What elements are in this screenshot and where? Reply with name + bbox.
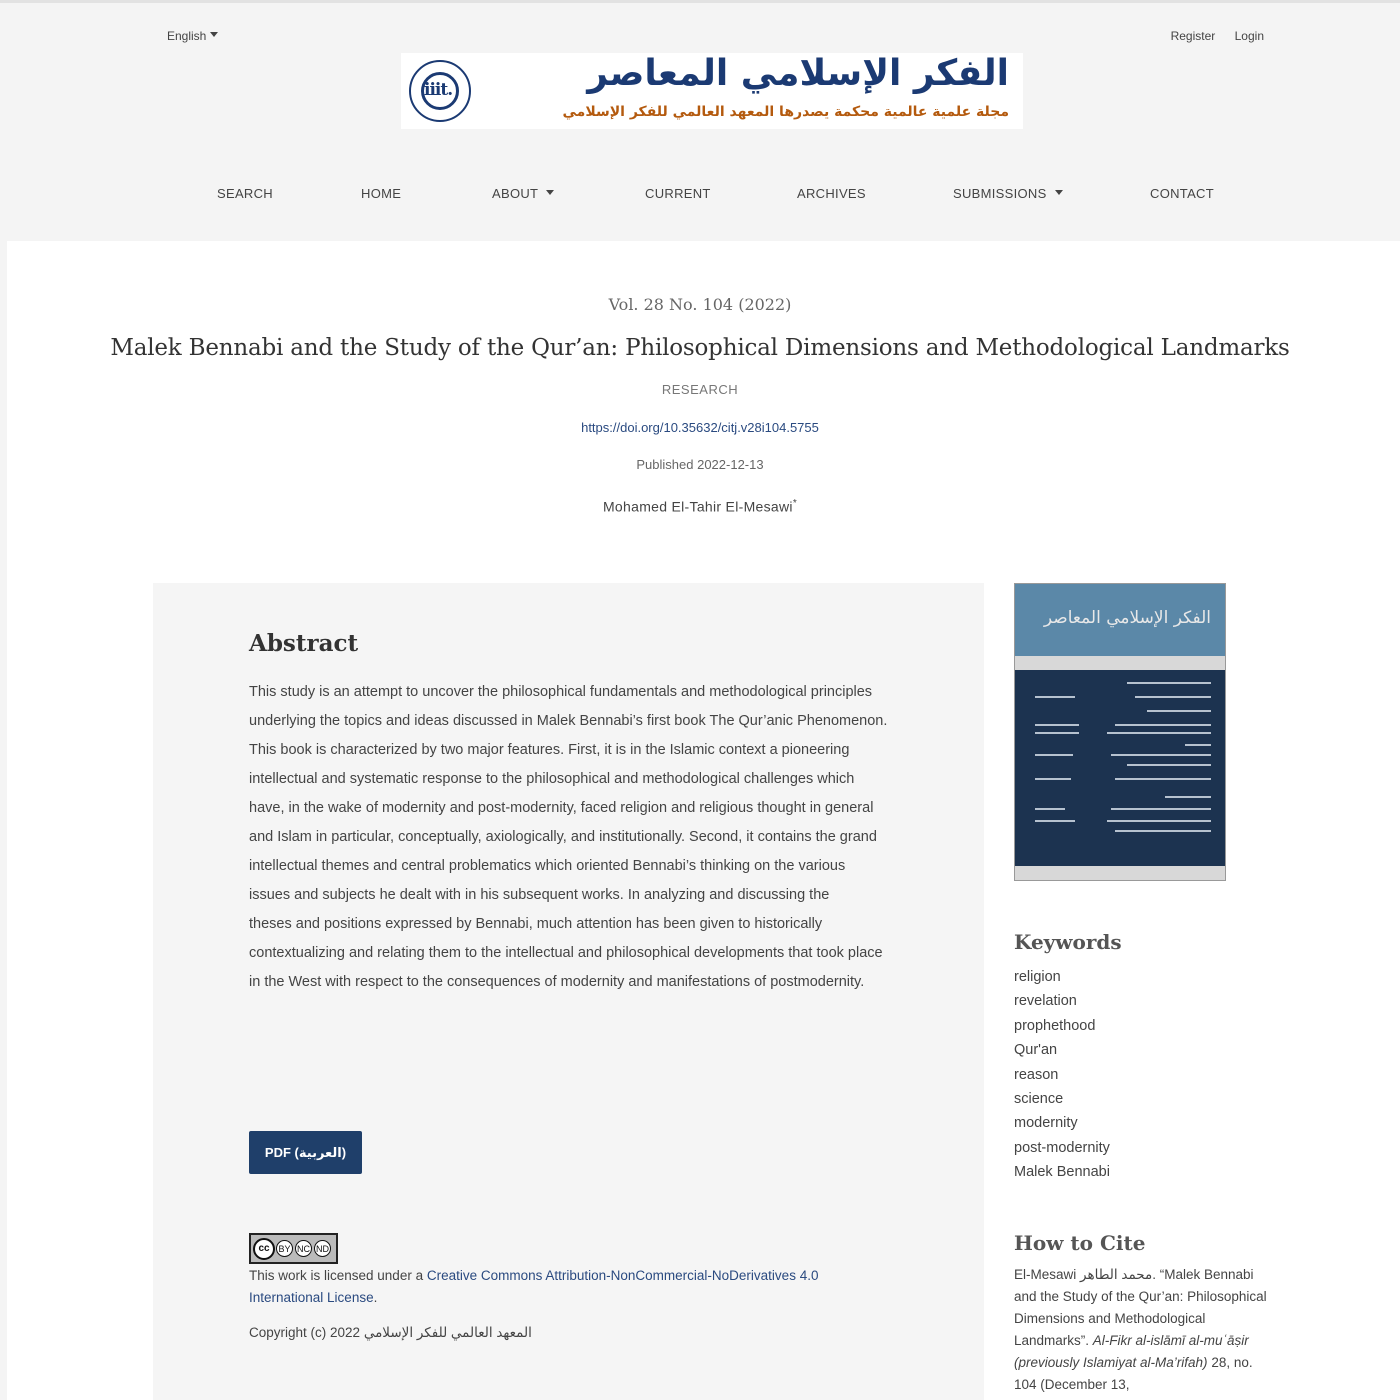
cover-line: [1127, 764, 1211, 766]
license-link[interactable]: Creative Commons Attribution-NonCommercial-NoDerivatives 4.0 International License: [249, 1268, 819, 1305]
author-name: [0, 498, 1400, 515]
nav-archives[interactable]: ARCHIVES: [797, 186, 866, 201]
issue-cover-image[interactable]: [1014, 583, 1226, 881]
cover-line: [1107, 732, 1211, 734]
nc-icon: NC: [295, 1240, 312, 1257]
nav-current[interactable]: CURRENT: [645, 186, 711, 201]
cover-line: [1035, 696, 1075, 698]
keyword-item: reason: [1014, 1066, 1059, 1083]
by-icon: BY: [276, 1240, 293, 1257]
site-header: [7, 3, 1400, 241]
nav-submissions[interactable]: [953, 186, 1063, 201]
citation-text: [1014, 1264, 1276, 1396]
cover-line: [1035, 778, 1071, 780]
nav-about[interactable]: [492, 186, 554, 201]
article-title: Malek Bennabi and the Study of the Qur’an: Philosophical Dimensions and Methodological Landmarks: [110, 335, 1290, 361]
institute-emblem-icon: [409, 60, 471, 122]
how-to-cite-heading: How to Cite: [1014, 1231, 1146, 1255]
abstract-heading: Abstract: [249, 630, 359, 657]
doi-link[interactable]: https://doi.org/10.35632/citj.v28i104.5755: [581, 420, 819, 435]
nav-about-label: ABOUT: [492, 186, 539, 201]
keyword-item: science: [1014, 1091, 1064, 1108]
keyword-item: Qur'an: [1014, 1042, 1058, 1059]
license-text: [249, 1265, 889, 1309]
nd-icon: ND: [314, 1240, 331, 1257]
cover-line: [1165, 796, 1211, 798]
cover-title: الفكر الإسلامي المعاصر: [1043, 608, 1211, 628]
pdf-download-button[interactable]: PDF (العربية): [249, 1131, 362, 1174]
cover-line: [1111, 808, 1211, 810]
cover-line: [1147, 710, 1211, 712]
license-suffix: .: [373, 1290, 378, 1305]
cc-icon: cc: [253, 1238, 275, 1260]
cover-line: [1035, 732, 1079, 734]
language-selector[interactable]: [167, 29, 218, 43]
abstract-paragraph: This study is an attempt to uncover the philosophical fundamentals and methodological principles underlying the topics and ideas discussed in Malek Bennabi’s first book The Qur’anic Phenomenon. This book is characterized by two major features. First, it is in the Islamic context a pioneering intellectual and systematic response to the philosophical and methodological challenges which have, in the wake of modernity and post-modernity, faced religion and religious thought in general and Islam in particular, conceptually, axiologically, and institutionally. Second, it contains the grand intellectual themes and central problematics which oriented Bennabi’s thinking on the various issues and subjects he dealt with in his subsequent works. In analyzing and discussing the: [249, 684, 888, 903]
cover-strip: [1015, 656, 1226, 670]
cover-line: [1035, 754, 1073, 756]
keyword-item: modernity: [1014, 1115, 1078, 1132]
abstract-text: [249, 678, 889, 997]
citation-start: El-Mesawi محمد الطاهر. “Malek Bennabi and the Study of the Qur’an: Philosophical Dimensions and Methodological Landmarks”.: [1014, 1267, 1267, 1348]
citation-end: 28, no. 104 (December 13,: [1014, 1355, 1253, 1392]
register-link[interactable]: Register: [1170, 29, 1216, 43]
emblem-text: iiit.: [424, 80, 453, 100]
cover-line: [1115, 830, 1211, 832]
keywords-list: [1014, 965, 1110, 1185]
cover-line: [1035, 724, 1079, 726]
copyright-text: Copyright (c) 2022 المعهد العالمي للفكر الإسلامي: [249, 1325, 532, 1340]
journal-banner[interactable]: [401, 53, 1023, 129]
cover-line: [1035, 808, 1065, 810]
published-date: Published 2022-12-13: [636, 457, 764, 472]
chevron-down-icon: [210, 32, 218, 37]
keyword-item: post-modernity: [1014, 1139, 1110, 1156]
chevron-down-icon: [1055, 190, 1063, 195]
cover-line: [1135, 696, 1211, 698]
nav-contact[interactable]: CONTACT: [1150, 186, 1214, 201]
cover-line: [1107, 820, 1211, 822]
cover-line: [1115, 778, 1211, 780]
cover-line: [1185, 744, 1211, 746]
language-label: English: [167, 29, 207, 43]
nav-home[interactable]: HOME: [361, 186, 402, 201]
cover-line: [1115, 724, 1211, 726]
section-label: RESEARCH: [661, 382, 739, 397]
keyword-item: revelation: [1014, 993, 1077, 1010]
banner-subtitle: مجلة علمية عالمية محكمة يصدرها المعهد العالمي للفكر الإسلامي: [562, 104, 1009, 120]
banner-title: الفكر الإسلامي المعاصر: [587, 53, 1009, 94]
login-link[interactable]: Login: [1234, 29, 1264, 43]
chevron-down-icon: [546, 190, 554, 195]
issue-label[interactable]: Vol. 28 No. 104 (2022): [608, 295, 792, 314]
keyword-item: Malek Bennabi: [1014, 1164, 1110, 1181]
abstract-paragraph: theses and positions expressed by Bennabi, much attention has been given to historically contextualizing and relating them to the intellectual and philosophical developments that took place in the West with respect to the consequences of modernity and manifestations of postmodernity.: [249, 916, 883, 990]
cc-license-badge[interactable]: [249, 1233, 338, 1264]
cover-footer: [1015, 866, 1226, 880]
cover-line: [1127, 682, 1211, 684]
nav-search[interactable]: SEARCH: [217, 186, 273, 201]
keyword-item: religion: [1014, 969, 1061, 985]
author-mark: *: [792, 498, 798, 509]
license-prefix: This work is licensed under a: [249, 1268, 427, 1283]
abstract-panel: [153, 583, 984, 1400]
cover-line: [1035, 820, 1075, 822]
citation-journal: Al-Fikr al-islāmī al-muʿāṣir (previously Islamiyat al-Ma’rifah): [1014, 1333, 1249, 1370]
user-links: [1155, 29, 1264, 43]
nav-submissions-label: SUBMISSIONS: [953, 186, 1047, 201]
keywords-heading: Keywords: [1014, 930, 1122, 954]
author-label: Mohamed El-Tahir El-Mesawi: [602, 498, 793, 515]
keyword-item: prophethood: [1014, 1017, 1096, 1034]
cover-line: [1111, 754, 1211, 756]
main-nav: [7, 186, 1400, 208]
